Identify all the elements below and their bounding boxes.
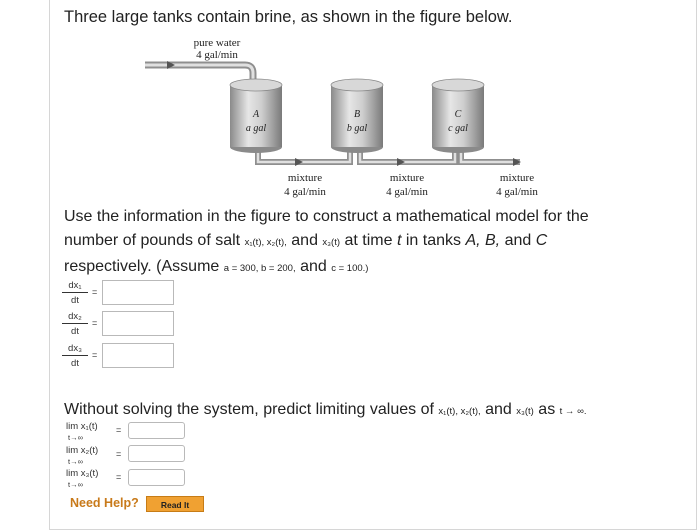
limit-label-1 <box>66 421 98 442</box>
variable-inline: x₃(t) <box>516 406 534 417</box>
dx3-dt-input[interactable] <box>102 343 174 368</box>
equals-sign: = <box>92 318 98 328</box>
variables-inline: x₁(t), x₂(t), <box>244 237 287 248</box>
flow-bc-rate: 4 gal/min <box>386 186 428 198</box>
derivative-label-2 <box>62 311 88 337</box>
text-segment: respectively. (Assume <box>64 258 220 275</box>
limit-subscript: t→∞ <box>68 457 83 466</box>
tank-c-letter: C <box>454 109 462 120</box>
assumed-values: a = 300, b = 200, <box>223 263 296 274</box>
limit-x3-input[interactable] <box>128 469 185 486</box>
need-help-label: Need Help? <box>70 496 139 510</box>
text-segment: in tanks <box>405 232 461 249</box>
tank-b-letter: B <box>353 109 361 120</box>
equals-sign: = <box>116 449 122 459</box>
limit-subscript: t→∞ <box>68 433 83 442</box>
equals-sign: = <box>92 287 98 297</box>
text-segment: at time <box>344 232 393 249</box>
tank-name-c: C <box>535 232 548 249</box>
flow-out-label: mixture <box>499 172 535 184</box>
derivative-denominator: dt <box>71 295 79 306</box>
tank-b-volume: b gal <box>346 123 368 134</box>
limit-subscript: t→∞ <box>68 480 83 489</box>
text-segment: and <box>300 258 327 275</box>
inflow-rate-label: 4 gal/min <box>196 49 238 61</box>
text-segment: Without solving the system, predict limiting values of <box>64 401 434 418</box>
limit-expression: lim x₃(t) <box>66 468 99 479</box>
limit-expression: lim x₂(t) <box>66 445 99 456</box>
tank-c-volume: c gal <box>448 123 468 134</box>
tank-a-volume: a gal <box>245 123 267 134</box>
equals-sign: = <box>92 350 98 360</box>
question-panel <box>49 0 697 530</box>
limit-x1-input[interactable] <box>128 422 185 439</box>
variable-inline: x₃(t) <box>322 237 341 248</box>
derivative-label-1 <box>62 280 88 306</box>
limit-label-3 <box>66 468 98 489</box>
flow-bc-label: mixture <box>389 172 425 184</box>
derivative-numerator: dx₁ <box>62 280 88 293</box>
derivative-denominator: dt <box>71 326 79 337</box>
dx1-dt-input[interactable] <box>102 280 174 305</box>
variables-inline: x₁(t), x₂(t), <box>438 406 481 417</box>
text-segment: as <box>538 401 556 418</box>
limit-expression: lim x₁(t) <box>66 421 98 432</box>
limit-condition: t → ∞. <box>559 406 587 417</box>
assumed-value-c: c = 100.) <box>331 263 369 274</box>
equals-sign: = <box>116 472 122 482</box>
inflow-top-label: pure water <box>193 37 241 49</box>
instructions-line-1: Use the information in the figure to construct a mathematical model for the <box>64 208 589 225</box>
derivative-numerator: dx₂ <box>62 311 88 324</box>
derivative-label-3 <box>62 343 88 369</box>
derivative-denominator: dt <box>71 358 79 369</box>
instructions-line-3 <box>64 255 684 281</box>
text-segment: number of pounds of salt <box>64 232 241 249</box>
limits-paragraph <box>64 398 684 424</box>
flow-out-rate: 4 gal/min <box>496 186 538 198</box>
question-heading: Three large tanks contain brine, as shown in the figure below. <box>64 8 513 26</box>
tank-a-letter: A <box>252 109 260 120</box>
variable-t: t <box>396 232 402 249</box>
instructions-line-2 <box>64 229 684 255</box>
limit-label-2 <box>66 445 98 466</box>
instructions-paragraph <box>64 205 684 281</box>
tank-names: A, B, <box>465 232 501 249</box>
read-it-button[interactable]: Read It <box>146 496 204 512</box>
text-segment: and <box>485 401 512 418</box>
flow-ab-label: mixture <box>287 172 323 184</box>
text-segment: and <box>291 232 318 249</box>
text-segment: and <box>504 232 532 249</box>
equals-sign: = <box>116 425 122 435</box>
derivative-numerator: dx₃ <box>62 343 88 356</box>
flow-ab-rate: 4 gal/min <box>284 186 326 198</box>
dx2-dt-input[interactable] <box>102 311 174 336</box>
tank-figure <box>145 35 615 205</box>
limit-x2-input[interactable] <box>128 445 185 462</box>
